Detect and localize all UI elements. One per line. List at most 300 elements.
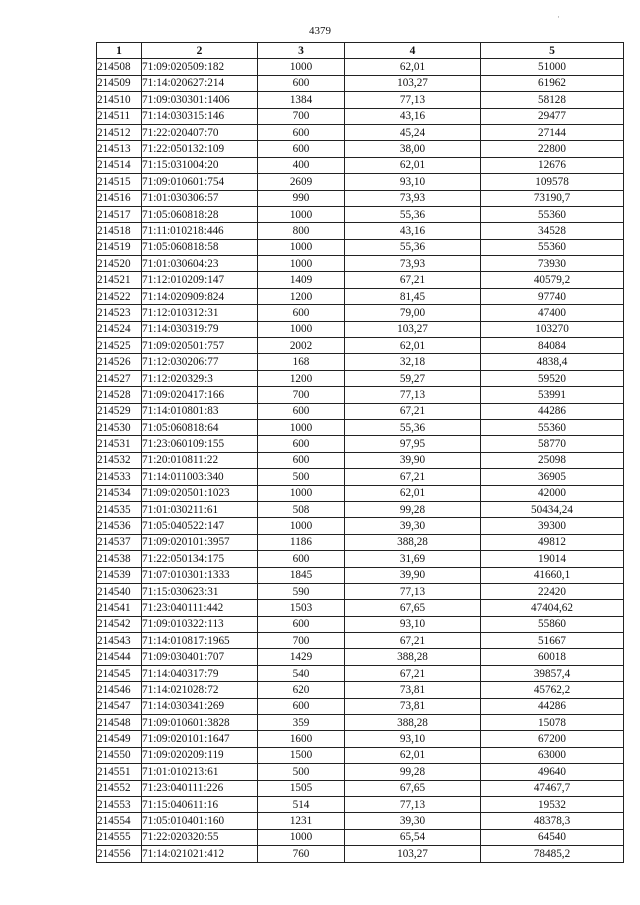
table-cell-col5: 55860	[481, 616, 624, 632]
table-cell-col1: 214556	[97, 846, 142, 862]
table-cell-col4: 62,01	[345, 59, 481, 75]
column-header-2: 2	[142, 43, 258, 59]
table-cell-col1: 214532	[97, 452, 142, 468]
table-cell-col4: 45,24	[345, 124, 481, 140]
table-cell-col2: 71:12:020329:3	[142, 370, 258, 386]
table-cell-col3: 600	[258, 124, 345, 140]
table-row	[97, 288, 624, 304]
table-row	[97, 370, 624, 386]
table-row	[97, 124, 624, 140]
table-cell-col3: 1231	[258, 813, 345, 829]
table-cell-col3: 1429	[258, 649, 345, 665]
table-cell-col1: 214524	[97, 321, 142, 337]
table-cell-col1: 214552	[97, 780, 142, 796]
table-cell-col1: 214540	[97, 583, 142, 599]
table-cell-col2: 71:09:020509:182	[142, 59, 258, 75]
table-row	[97, 715, 624, 731]
table-cell-col4: 65,54	[345, 829, 481, 845]
table-cell-col2: 71:09:020501:1023	[142, 485, 258, 501]
table-cell-col1: 214553	[97, 796, 142, 812]
table-cell-col5: 61962	[481, 75, 624, 91]
table-cell-col3: 1000	[258, 518, 345, 534]
table-cell-col2: 71:05:010401:160	[142, 813, 258, 829]
table-cell-col3: 1000	[258, 239, 345, 255]
table-row	[97, 829, 624, 845]
table-cell-col4: 93,10	[345, 174, 481, 190]
table-cell-col3: 1384	[258, 92, 345, 108]
table-cell-col5: 15078	[481, 715, 624, 731]
table-cell-col3: 600	[258, 403, 345, 419]
table-cell-col4: 67,21	[345, 633, 481, 649]
table-cell-col1: 214546	[97, 682, 142, 698]
table-cell-col1: 214536	[97, 518, 142, 534]
table-row	[97, 813, 624, 829]
table-cell-col2: 71:23:060109:155	[142, 436, 258, 452]
table-cell-col1: 214545	[97, 665, 142, 681]
table-cell-col3: 600	[258, 75, 345, 91]
table-cell-col2: 71:09:020209:119	[142, 747, 258, 763]
table-cell-col1: 214555	[97, 829, 142, 845]
table-cell-col3: 400	[258, 157, 345, 173]
table-cell-col5: 63000	[481, 747, 624, 763]
table-cell-col2: 71:12:010312:31	[142, 305, 258, 321]
table-row	[97, 583, 624, 599]
table-cell-col3: 1409	[258, 272, 345, 288]
table-cell-col4: 77,13	[345, 387, 481, 403]
table-cell-col3: 600	[258, 698, 345, 714]
table-cell-col1: 214539	[97, 567, 142, 583]
table-cell-col3: 2609	[258, 174, 345, 190]
table-cell-col5: 34528	[481, 223, 624, 239]
table-cell-col1: 214537	[97, 534, 142, 550]
table-cell-col2: 71:22:050132:109	[142, 141, 258, 157]
table-cell-col2: 71:14:010801:83	[142, 403, 258, 419]
table-row	[97, 321, 624, 337]
table-row	[97, 75, 624, 91]
table-cell-col2: 71:14:020909:824	[142, 288, 258, 304]
table-cell-col2: 71:05:060818:58	[142, 239, 258, 255]
table-cell-col1: 214530	[97, 419, 142, 435]
table-cell-col2: 71:09:010601:754	[142, 174, 258, 190]
table-cell-col1: 214509	[97, 75, 142, 91]
table-cell-col5: 40579,2	[481, 272, 624, 288]
table-cell-col5: 55360	[481, 239, 624, 255]
table-cell-col5: 49640	[481, 764, 624, 780]
table-cell-col3: 1845	[258, 567, 345, 583]
table-cell-col1: 214526	[97, 354, 142, 370]
table-cell-col5: 60018	[481, 649, 624, 665]
table-cell-col5: 47467,7	[481, 780, 624, 796]
column-header-3: 3	[258, 43, 345, 59]
table-cell-col4: 55,36	[345, 206, 481, 222]
table-cell-col4: 99,28	[345, 501, 481, 517]
table-cell-col5: 58770	[481, 436, 624, 452]
table-row	[97, 452, 624, 468]
table-cell-col1: 214531	[97, 436, 142, 452]
table-row	[97, 419, 624, 435]
table-cell-col2: 71:14:021021:412	[142, 846, 258, 862]
table-cell-col5: 84084	[481, 338, 624, 354]
table-cell-col3: 760	[258, 846, 345, 862]
table-cell-col3: 590	[258, 583, 345, 599]
table-cell-col5: 19014	[481, 551, 624, 567]
table-row	[97, 534, 624, 550]
table-cell-col2: 71:01:010213:61	[142, 764, 258, 780]
table-cell-col5: 25098	[481, 452, 624, 468]
table-cell-col1: 214534	[97, 485, 142, 501]
table-cell-col2: 71:22:050134:175	[142, 551, 258, 567]
table-row	[97, 354, 624, 370]
table-cell-col1: 214527	[97, 370, 142, 386]
table-cell-col5: 27144	[481, 124, 624, 140]
table-cell-col1: 214541	[97, 600, 142, 616]
table-cell-col3: 1000	[258, 419, 345, 435]
table-cell-col3: 1500	[258, 747, 345, 763]
table-cell-col2: 71:14:010817:1965	[142, 633, 258, 649]
table-cell-col2: 71:23:040111:226	[142, 780, 258, 796]
table-row	[97, 649, 624, 665]
table-row	[97, 764, 624, 780]
table-cell-col1: 214535	[97, 501, 142, 517]
table-cell-col3: 600	[258, 305, 345, 321]
table-cell-col4: 93,10	[345, 616, 481, 632]
table-row	[97, 551, 624, 567]
table-cell-col4: 31,69	[345, 551, 481, 567]
table-cell-col2: 71:09:020501:757	[142, 338, 258, 354]
column-header-4: 4	[345, 43, 481, 59]
table-cell-col3: 1600	[258, 731, 345, 747]
table-row	[97, 272, 624, 288]
table-cell-col2: 71:01:030306:57	[142, 190, 258, 206]
table-cell-col4: 81,45	[345, 288, 481, 304]
table-cell-col1: 214529	[97, 403, 142, 419]
table-cell-col5: 73190,7	[481, 190, 624, 206]
table-cell-col3: 1000	[258, 256, 345, 272]
table-cell-col3: 700	[258, 633, 345, 649]
table-cell-col3: 800	[258, 223, 345, 239]
table-cell-col4: 39,90	[345, 567, 481, 583]
table-header-row	[97, 43, 624, 59]
table-cell-col4: 32,18	[345, 354, 481, 370]
table-cell-col3: 514	[258, 796, 345, 812]
table-cell-col5: 19532	[481, 796, 624, 812]
table-cell-col1: 214547	[97, 698, 142, 714]
table-cell-col1: 214510	[97, 92, 142, 108]
table-cell-col1: 214508	[97, 59, 142, 75]
table-cell-col5: 48378,3	[481, 813, 624, 829]
table-cell-col5: 78485,2	[481, 846, 624, 862]
table-cell-col1: 214533	[97, 469, 142, 485]
table-cell-col5: 39857,4	[481, 665, 624, 681]
table-cell-col4: 43,16	[345, 108, 481, 124]
table-cell-col2: 71:14:030341:269	[142, 698, 258, 714]
table-cell-col4: 93,10	[345, 731, 481, 747]
table-row	[97, 469, 624, 485]
table-cell-col2: 71:09:010322:113	[142, 616, 258, 632]
table-cell-col5: 58128	[481, 92, 624, 108]
table-cell-col5: 45762,2	[481, 682, 624, 698]
table-cell-col4: 62,01	[345, 747, 481, 763]
table-cell-col5: 22420	[481, 583, 624, 599]
table-cell-col2: 71:14:040317:79	[142, 665, 258, 681]
table-cell-col4: 55,36	[345, 419, 481, 435]
table-row	[97, 338, 624, 354]
table-row	[97, 305, 624, 321]
table-cell-col4: 39,30	[345, 518, 481, 534]
table-cell-col5: 73930	[481, 256, 624, 272]
table-cell-col2: 71:09:020417:166	[142, 387, 258, 403]
table-cell-col5: 59520	[481, 370, 624, 386]
table-cell-col2: 71:09:020101:1647	[142, 731, 258, 747]
table-row	[97, 698, 624, 714]
table-cell-col4: 43,16	[345, 223, 481, 239]
table-cell-col4: 103,27	[345, 846, 481, 862]
table-cell-col3: 1000	[258, 829, 345, 845]
table-cell-col1: 214516	[97, 190, 142, 206]
table-cell-col3: 1505	[258, 780, 345, 796]
table-row	[97, 387, 624, 403]
table-cell-col3: 1200	[258, 288, 345, 304]
table-cell-col2: 71:22:020320:55	[142, 829, 258, 845]
table-cell-col3: 2002	[258, 338, 345, 354]
table-cell-col4: 67,65	[345, 780, 481, 796]
table-cell-col4: 77,13	[345, 796, 481, 812]
table-cell-col4: 62,01	[345, 338, 481, 354]
table-row	[97, 157, 624, 173]
table-cell-col3: 1000	[258, 321, 345, 337]
table-cell-col3: 1503	[258, 600, 345, 616]
page-number: 4379	[309, 25, 331, 37]
table-cell-col1: 214515	[97, 174, 142, 190]
table-row	[97, 633, 624, 649]
table-cell-col3: 600	[258, 616, 345, 632]
table-cell-col2: 71:01:030211:61	[142, 501, 258, 517]
table-cell-col3: 700	[258, 108, 345, 124]
table-cell-col2: 71:14:021028:72	[142, 682, 258, 698]
table-row	[97, 485, 624, 501]
table-cell-col3: 1200	[258, 370, 345, 386]
table-cell-col3: 1000	[258, 59, 345, 75]
table-cell-col2: 71:05:040522:147	[142, 518, 258, 534]
table-cell-col5: 53991	[481, 387, 624, 403]
table-cell-col1: 214522	[97, 288, 142, 304]
table-cell-col3: 359	[258, 715, 345, 731]
table-cell-col3: 990	[258, 190, 345, 206]
table-cell-col4: 67,21	[345, 665, 481, 681]
table-cell-col1: 214514	[97, 157, 142, 173]
table-cell-col2: 71:23:040111:442	[142, 600, 258, 616]
table-cell-col1: 214511	[97, 108, 142, 124]
table-cell-col2: 71:15:030623:31	[142, 583, 258, 599]
table-cell-col1: 214519	[97, 239, 142, 255]
table-cell-col3: 1000	[258, 206, 345, 222]
table-row	[97, 190, 624, 206]
table-cell-col3: 600	[258, 551, 345, 567]
table-cell-col1: 214554	[97, 813, 142, 829]
table-cell-col4: 79,00	[345, 305, 481, 321]
table-cell-col5: 97740	[481, 288, 624, 304]
table-cell-col1: 214520	[97, 256, 142, 272]
table-cell-col4: 77,13	[345, 583, 481, 599]
table-cell-col5: 109578	[481, 174, 624, 190]
table-row	[97, 796, 624, 812]
table-row	[97, 108, 624, 124]
table-cell-col3: 600	[258, 436, 345, 452]
table-cell-col2: 71:15:031004:20	[142, 157, 258, 173]
table-cell-col1: 214523	[97, 305, 142, 321]
table-cell-col4: 97,95	[345, 436, 481, 452]
table-cell-col3: 1186	[258, 534, 345, 550]
table-row	[97, 665, 624, 681]
table-cell-col4: 73,93	[345, 256, 481, 272]
table-cell-col5: 47400	[481, 305, 624, 321]
table-cell-col5: 67200	[481, 731, 624, 747]
table-row	[97, 846, 624, 862]
table-cell-col5: 12676	[481, 157, 624, 173]
table-row	[97, 682, 624, 698]
table-cell-col2: 71:07:010301:1333	[142, 567, 258, 583]
table-cell-col4: 59,27	[345, 370, 481, 386]
table-cell-col1: 214543	[97, 633, 142, 649]
table-cell-col1: 214518	[97, 223, 142, 239]
table-cell-col5: 49812	[481, 534, 624, 550]
table-cell-col4: 73,93	[345, 190, 481, 206]
table-cell-col5: 50434,24	[481, 501, 624, 517]
table-cell-col2: 71:12:030206:77	[142, 354, 258, 370]
column-header-5: 5	[481, 43, 624, 59]
table-row	[97, 239, 624, 255]
table-cell-col1: 214542	[97, 616, 142, 632]
table-cell-col2: 71:20:010811:22	[142, 452, 258, 468]
table-row	[97, 600, 624, 616]
table-cell-col2: 71:11:010218:446	[142, 223, 258, 239]
table-cell-col2: 71:05:060818:64	[142, 419, 258, 435]
table-cell-col5: 44286	[481, 698, 624, 714]
table-cell-col5: 47404,62	[481, 600, 624, 616]
table-cell-col4: 73,81	[345, 698, 481, 714]
table-cell-col2: 71:01:030604:23	[142, 256, 258, 272]
table-body	[97, 59, 624, 862]
table-cell-col5: 29477	[481, 108, 624, 124]
table-cell-col4: 73,81	[345, 682, 481, 698]
table-cell-col4: 62,01	[345, 157, 481, 173]
table-cell-col1: 214550	[97, 747, 142, 763]
table-row	[97, 206, 624, 222]
table-cell-col5: 22800	[481, 141, 624, 157]
table-row	[97, 59, 624, 75]
table-cell-col2: 71:14:011003:340	[142, 469, 258, 485]
table-cell-col5: 64540	[481, 829, 624, 845]
table-cell-col5: 44286	[481, 403, 624, 419]
table-row	[97, 616, 624, 632]
table-cell-col2: 71:22:020407:70	[142, 124, 258, 140]
table-row	[97, 174, 624, 190]
table-cell-col3: 600	[258, 452, 345, 468]
table-cell-col4: 62,01	[345, 485, 481, 501]
table-cell-col3: 700	[258, 387, 345, 403]
table-cell-col3: 500	[258, 764, 345, 780]
table-cell-col3: 620	[258, 682, 345, 698]
table-cell-col2: 71:12:010209:147	[142, 272, 258, 288]
table-cell-col2: 71:09:010601:3828	[142, 715, 258, 731]
table-cell-col4: 388,28	[345, 715, 481, 731]
table-row	[97, 501, 624, 517]
table-cell-col1: 214512	[97, 124, 142, 140]
table-cell-col4: 67,21	[345, 403, 481, 419]
table-cell-col2: 71:15:040611:16	[142, 796, 258, 812]
table-cell-col5: 55360	[481, 419, 624, 435]
table-cell-col5: 51667	[481, 633, 624, 649]
table-cell-col4: 103,27	[345, 75, 481, 91]
table-cell-col3: 508	[258, 501, 345, 517]
table-cell-col1: 214544	[97, 649, 142, 665]
table-cell-col4: 67,65	[345, 600, 481, 616]
table-cell-col3: 168	[258, 354, 345, 370]
table-cell-col5: 4838,4	[481, 354, 624, 370]
table-cell-col5: 36905	[481, 469, 624, 485]
table-cell-col3: 540	[258, 665, 345, 681]
table-cell-col5: 39300	[481, 518, 624, 534]
table-cell-col4: 388,28	[345, 534, 481, 550]
table-cell-col3: 1000	[258, 485, 345, 501]
table-cell-col4: 388,28	[345, 649, 481, 665]
table-row	[97, 92, 624, 108]
table-cell-col3: 500	[258, 469, 345, 485]
table-cell-col1: 214528	[97, 387, 142, 403]
table-cell-col2: 71:09:030401:707	[142, 649, 258, 665]
table-cell-col2: 71:14:030315:146	[142, 108, 258, 124]
table-row	[97, 567, 624, 583]
table-cell-col5: 103270	[481, 321, 624, 337]
table-row	[97, 518, 624, 534]
table-cell-col2: 71:05:060818:28	[142, 206, 258, 222]
table-cell-col4: 38,00	[345, 141, 481, 157]
table-row	[97, 436, 624, 452]
table-cell-col4: 55,36	[345, 239, 481, 255]
scan-speck: ·	[557, 12, 560, 22]
table-cell-col1: 214525	[97, 338, 142, 354]
table-row	[97, 403, 624, 419]
table-cell-col2: 71:14:020627:214	[142, 75, 258, 91]
table-cell-col1: 214548	[97, 715, 142, 731]
table-cell-col4: 77,13	[345, 92, 481, 108]
table-row	[97, 223, 624, 239]
table-row	[97, 141, 624, 157]
table-cell-col5: 42000	[481, 485, 624, 501]
table-cell-col2: 71:09:030301:1406	[142, 92, 258, 108]
data-table	[96, 42, 624, 863]
table-row	[97, 747, 624, 763]
table-cell-col5: 51000	[481, 59, 624, 75]
table-cell-col1: 214551	[97, 764, 142, 780]
table-cell-col4: 67,21	[345, 272, 481, 288]
table-cell-col4: 99,28	[345, 764, 481, 780]
table-cell-col3: 600	[258, 141, 345, 157]
table-row	[97, 780, 624, 796]
table-cell-col1: 214549	[97, 731, 142, 747]
table-cell-col1: 214521	[97, 272, 142, 288]
table-row	[97, 731, 624, 747]
table-cell-col4: 67,21	[345, 469, 481, 485]
table-cell-col1: 214538	[97, 551, 142, 567]
table-cell-col1: 214517	[97, 206, 142, 222]
table-cell-col4: 103,27	[345, 321, 481, 337]
table-row	[97, 256, 624, 272]
table-cell-col2: 71:14:030319:79	[142, 321, 258, 337]
table-cell-col1: 214513	[97, 141, 142, 157]
column-header-1: 1	[97, 43, 142, 59]
table-cell-col4: 39,30	[345, 813, 481, 829]
